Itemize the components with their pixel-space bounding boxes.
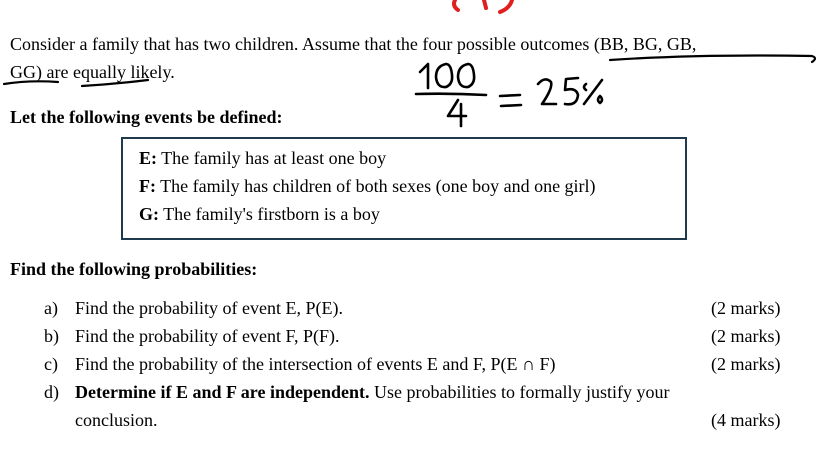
event-text: The family has at least one boy bbox=[157, 148, 387, 168]
question-text-continued: conclusion. bbox=[75, 410, 158, 430]
question-marks: (2 marks) bbox=[711, 298, 781, 318]
event-definition-f bbox=[139, 176, 596, 197]
handwritten-25-percent bbox=[538, 78, 602, 104]
probabilities-heading: Find the following probabilities: bbox=[10, 259, 258, 279]
underline-outcomes bbox=[610, 56, 815, 63]
handwritten-fraction bbox=[416, 64, 486, 126]
event-text: The family's firstborn is a boy bbox=[159, 204, 380, 224]
question-letter: b) bbox=[44, 326, 59, 346]
question-marks: (4 marks) bbox=[711, 410, 781, 430]
red-ink-mark-right bbox=[500, 0, 512, 12]
intro-line-2: GG) are equally likely. bbox=[10, 62, 175, 82]
handwritten-equals bbox=[500, 95, 521, 106]
event-definitions-box bbox=[121, 137, 687, 240]
intro-line-1: Consider a family that has two children. Assume that the four possible outcomes (BB, BG, GB, bbox=[10, 34, 697, 54]
red-ink-mark-mid bbox=[484, 0, 486, 8]
event-label: F: bbox=[139, 176, 156, 196]
question-marks: (2 marks) bbox=[711, 326, 781, 346]
question-text: Find the probability of event E, P(E). bbox=[75, 298, 343, 318]
event-label: G: bbox=[139, 204, 159, 224]
red-ink-mark-left bbox=[454, 0, 458, 10]
question-text: Find the probability of event F, P(F). bbox=[75, 326, 340, 346]
event-definition-g bbox=[139, 204, 380, 225]
question-text-rest: Use probabilities to formally justify your bbox=[369, 382, 670, 402]
question-text bbox=[75, 382, 669, 403]
question-marks: (2 marks) bbox=[711, 354, 781, 374]
question-letter: c) bbox=[44, 354, 58, 374]
question-letter: a) bbox=[44, 298, 58, 318]
event-text: The family has children of both sexes (one boy and one girl) bbox=[156, 176, 596, 196]
question-bold-text: Determine if E and F are independent. bbox=[75, 382, 370, 402]
event-definition-e bbox=[139, 148, 386, 169]
question-letter: d) bbox=[44, 382, 59, 402]
events-heading: Let the following events be defined: bbox=[10, 107, 283, 127]
event-label: E: bbox=[139, 148, 157, 168]
question-text: Find the probability of the intersection of events E and F, P(E ∩ F) bbox=[75, 354, 556, 374]
